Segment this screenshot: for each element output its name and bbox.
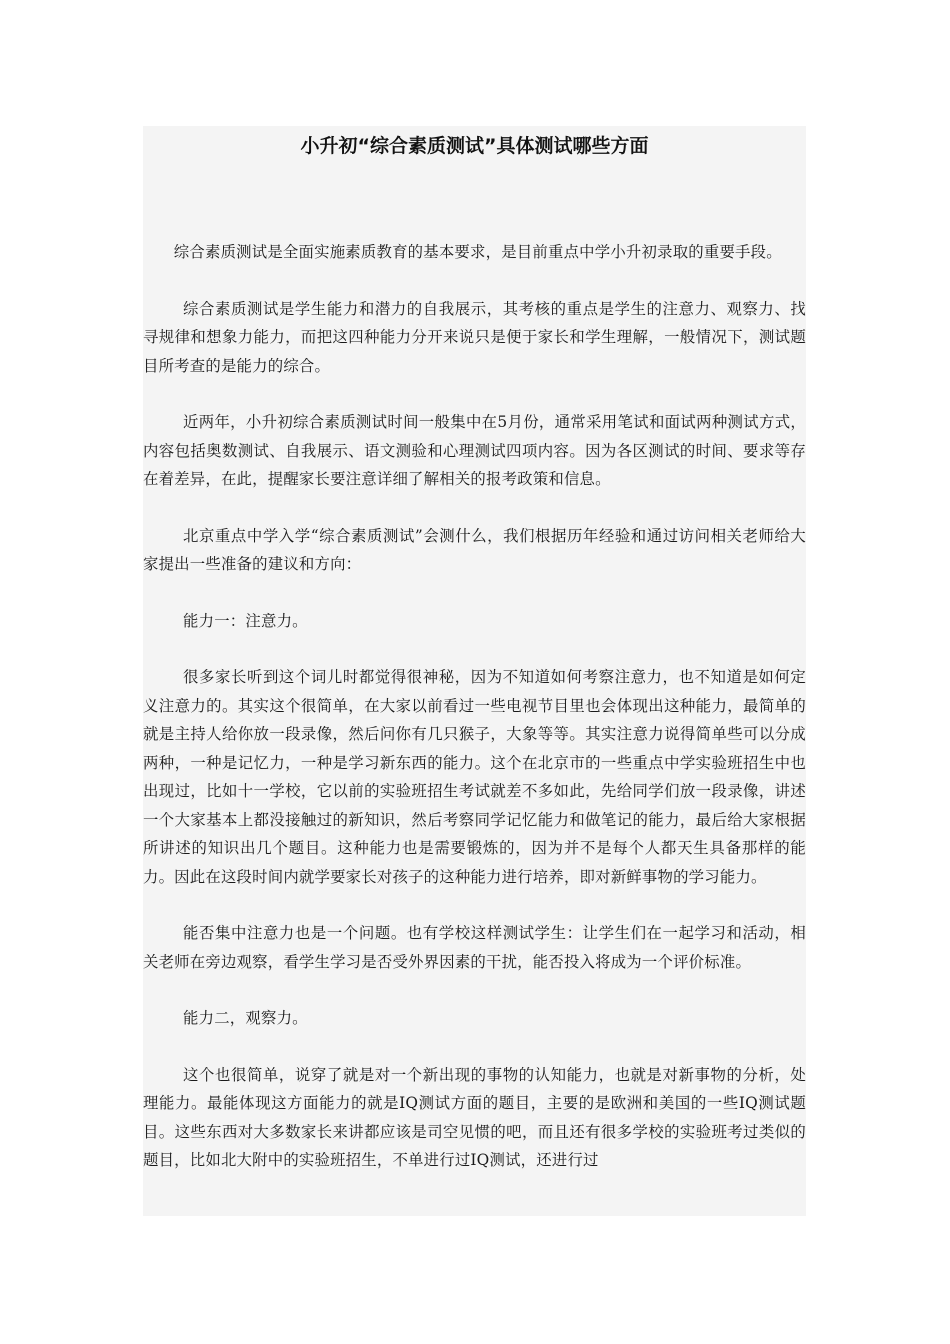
paragraph-concentration: 能否集中注意力也是一个问题。也有学校这样测试学生：让学生们在一起学习和活动，相关老师在旁边观察，看学生学习是否受外界因素的干扰，能否投入将成为一个评价标准。 bbox=[143, 924, 806, 971]
section-heading-observation: 能力二，观察力。 bbox=[183, 1009, 308, 1027]
section-heading-attention: 能力一：注意力。 bbox=[183, 611, 308, 630]
document-title: 小升初“综合素质测试”具体测试哪些方面 bbox=[300, 135, 649, 157]
document-content-block bbox=[143, 126, 806, 1216]
paragraph-beijing: 北京重点中学入学“综合素质测试”会测什么，我们根据历年经验和通过访问相关老师给大家提出一些准备的建议和方向： bbox=[143, 526, 806, 573]
paragraph-observation-detail: 这个也很简单，说穿了就是对一个新出现的事物的认知能力，也就是对新事物的分析，处理能力。最能体现这方面能力的就是IQ测试方面的题目，主要的是欧洲和美国的一些IQ测试题目。这些东西对大多数家长来讲都应该是司空见惯的吧，而且还有很多学校的实验班考过类似的题目，比如北大附中的实验班招生，不单进行过IQ测试，还进行过 bbox=[143, 1065, 806, 1169]
paragraph-overview: 综合素质测试是学生能力和潜力的自我展示，其考核的重点是学生的注意力、观察力、找寻规律和想象力能力，而把这四种能力分开来说只是便于家长和学生理解，一般情况下，测试题目所考查的是能力的综合。 bbox=[143, 299, 806, 375]
paragraph-schedule: 近两年，小升初综合素质测试时间一般集中在5月份，通常采用笔试和面试两种测试方式，内容包括奥数测试、自我展示、语文测验和心理测试四项内容。因为各区测试的时间、要求等存在着差异，在此，提醒家长要注意详细了解相关的报考政策和信息。 bbox=[143, 413, 806, 488]
article-body bbox=[143, 238, 806, 1203]
paragraph-attention-detail: 很多家长听到这个词儿时都觉得很神秘，因为不知道如何考察注意力，也不知道是如何定义注意力的。其实这个很简单，在大家以前看过一些电视节目里也会体现出这种能力，最简单的就是主持人给你放一段录像，然后问你有几只猴子，大象等等。其实注意力说得简单些可以分成两种，一种是记忆力，一种是学习新东西的能力。这个在北京市的一些重点中学实验班招生中也出现过，比如十一学校，它以前的实验班招生考试就差不多如此，先给同学们放一段录像，讲述一个大家基本上都没接触过的新知识，然后考察同学记忆能力和做笔记的能力，最后给大家根据所讲述的知识出几个题目。这种能力也是需要锻炼的，因为并不是每个人都天生具备那样的能力。因此在这段时间内就学要家长对孩子的这种能力进行培养，即对新鲜事物的学习能力。 bbox=[143, 668, 806, 886]
paragraph-intro: 综合素质测试是全面实施素质教育的基本要求，是目前重点中学小升初录取的重要手段。 bbox=[173, 243, 782, 261]
